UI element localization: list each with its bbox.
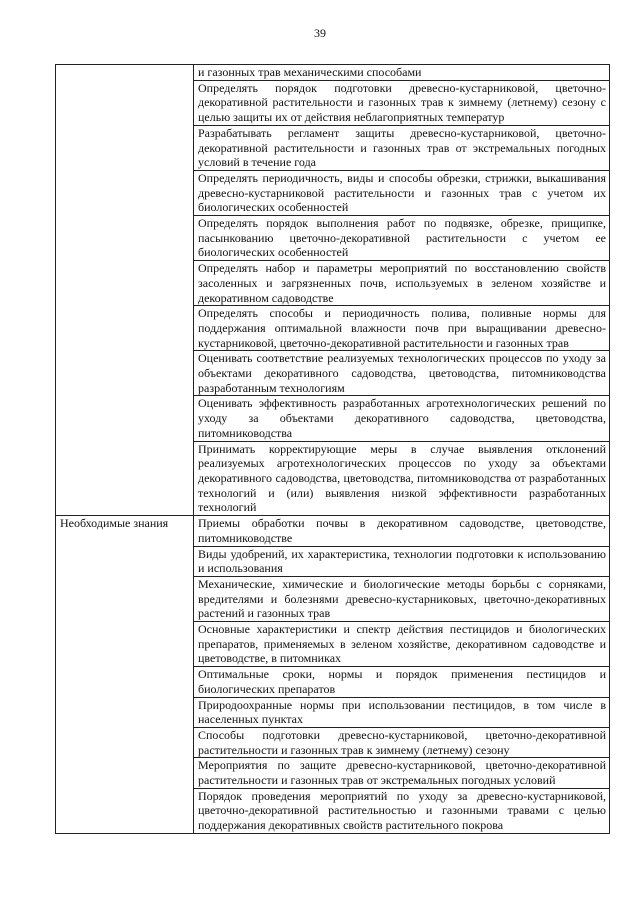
table-cell: Способы подготовки древесно-кустарниковой, цветочно-декоративной растительности и газонных трав к зимнему (летнему) сезону — [194, 727, 610, 757]
table-cell: Мероприятия по защите древесно-кустарниковой, цветочно-декоративной растительности и газонных трав от экстремальных погодных условий — [194, 758, 610, 788]
table-cell: и газонных трав механическими способами — [194, 65, 610, 81]
table-cell: Виды удобрений, их характеристика, технологии подготовки к использованию и использования — [194, 546, 610, 576]
table-cell: Определять набор и параметры мероприятий по восстановлению свойств засоленных и загрязненных почв, используемых в зеленом хозяйстве и декоративном садоводстве — [194, 261, 610, 306]
table-cell: Определять порядок выполнения работ по подвязке, обрезке, прищипке, пасынкованию цветочно-декоративной растительности с учетом ее биологических особенностей — [194, 216, 610, 261]
table-cell: Оптимальные сроки, нормы и порядок применения пестицидов и биологических препаратов — [194, 667, 610, 697]
table-cell: Природоохранные нормы при использовании пестицидов, в том числе в населенных пунктах — [194, 697, 610, 727]
table-cell: Механические, химические и биологические методы борьбы с сорняками, вредителями и болезнями древесно-кустарниковых, цветочно-декоративных растений и газонных трав — [194, 576, 610, 621]
row-label-skills — [56, 65, 194, 516]
table-cell: Определять периодичность, виды и способы обрезки, стрижки, выкашивания древесно-кустарниковой растительности и газонных трав с учетом их биологических особенностей — [194, 170, 610, 215]
row-label-knowledge: Необходимые знания — [56, 516, 194, 834]
competency-table — [55, 64, 610, 834]
table-cell: Определять порядок подготовки древесно-кустарниковой, цветочно-декоративной растительности и газонных трав к зимнему (летнему) сезону с целью защиты их от действия неблагоприятных температур — [194, 80, 610, 125]
table-cell: Оценивать соответствие реализуемых технологических процессов по уходу за объектами декоративного садоводства, цветоводства, питомниководства разработанным технологиям — [194, 351, 610, 396]
table-cell: Разрабатывать регламент защиты древесно-кустарниковой, цветочно-декоративной растительности и газонных трав от экстремальных погодных условий в течение года — [194, 125, 610, 170]
table-cell: Основные характеристики и спектр действия пестицидов и биологических препаратов, применяемых в зеленом хозяйстве, декоративном садоводстве и цветоводстве, в питомниках — [194, 622, 610, 667]
table-cell: Оценивать эффективность разработанных агротехнологических решений по уходу за объектами декоративного садоводства, цветоводства, питомниководства — [194, 396, 610, 441]
table-cell: Принимать корректирующие меры в случае выявления отклонений реализуемых агротехнологических процессов по уходу за объектами декоративного садоводства, цветоводства, питомниководства от разработанных технологий и (или) выявления низкой эффективности разработанных технологий — [194, 441, 610, 516]
table-cell: Определять способы и периодичность полива, поливные нормы для поддержания оптимальной влажности почв при выращивании древесно-кустарниковой, цветочно-декоративной растительности и газонных трав — [194, 306, 610, 351]
table-cell: Порядок проведения мероприятий по уходу за древесно-кустарниковой, цветочно-декоративной растительностью и газонными травами с целью поддержания декоративных свойств растительного покрова — [194, 788, 610, 833]
table-row — [56, 65, 610, 81]
table-cell: Приемы обработки почвы в декоративном садоводстве, цветоводстве, питомниководстве — [194, 516, 610, 546]
page-number: 39 — [314, 26, 326, 40]
table-row — [56, 516, 610, 546]
